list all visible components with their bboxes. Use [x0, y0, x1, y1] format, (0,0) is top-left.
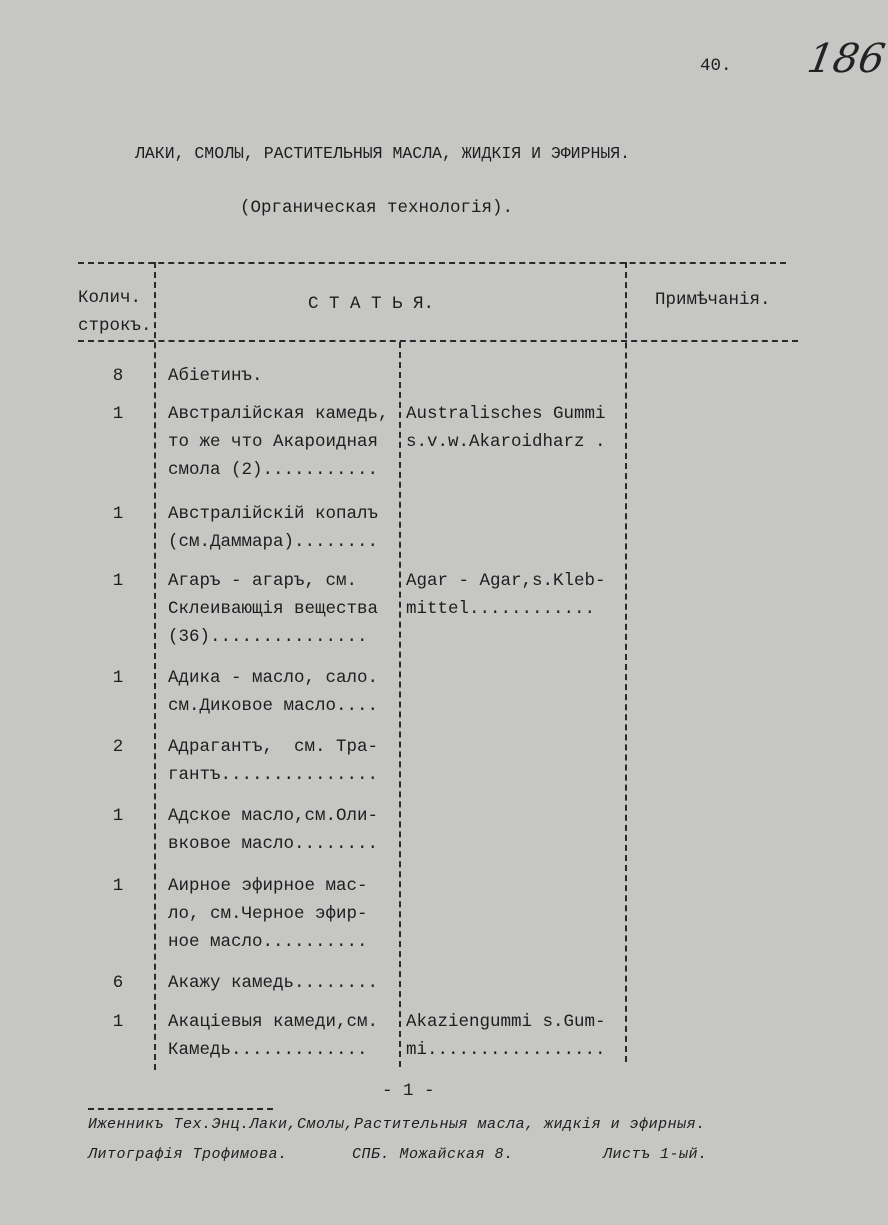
row-article-line: вковое масло........: [168, 834, 379, 854]
row-qty: 1: [112, 404, 124, 424]
header-qty-line1: Колич.: [78, 288, 142, 308]
header-notes: Примѣчанія.: [655, 290, 771, 310]
row-article-line: Австралійская камедь,: [168, 404, 389, 424]
qty-column-divider: [154, 262, 156, 1070]
header-article: С Т А Т Ь Я.: [308, 294, 435, 314]
row-article-line: Абіетинъ.: [168, 366, 263, 386]
row-qty: 1: [112, 1012, 124, 1032]
row-german-line: mittel............: [406, 599, 596, 619]
row-qty: 8: [112, 366, 124, 386]
row-article-line: (см.Даммара)........: [168, 532, 379, 552]
row-article-line: Акажу камедь........: [168, 973, 379, 993]
row-qty: 1: [112, 806, 124, 826]
row-qty: 1: [112, 668, 124, 688]
row-article-line: Камедь.............: [168, 1040, 368, 1060]
row-article-line: (36)...............: [168, 627, 368, 647]
row-qty: 6: [112, 973, 124, 993]
row-qty: 2: [112, 737, 124, 757]
header-qty: [78, 284, 152, 340]
row-german-line: mi.................: [406, 1040, 606, 1060]
row-article-line: Склеивающія вещества: [168, 599, 379, 619]
row-article-line: Адское масло,см.Оли-: [168, 806, 379, 826]
row-article-line: см.Диковое масло....: [168, 696, 379, 716]
row-qty: 1: [112, 504, 124, 524]
row-article-line: Акаціевыя камеди,см.: [168, 1012, 379, 1032]
row-german-line: Akaziengummi s.Gum-: [406, 1012, 606, 1032]
row-article-line: то же что Акароидная: [168, 432, 379, 452]
row-german-line: s.v.w.Akaroidharz .: [406, 432, 606, 452]
row-article-line: Адрагантъ, см. Тра-: [168, 737, 379, 757]
row-article-line: смола (2)...........: [168, 460, 379, 480]
row-qty: 1: [112, 876, 124, 896]
table-top-rule: [78, 262, 786, 264]
page-subtitle: (Органическая технологія).: [240, 198, 514, 218]
row-article-line: Агаръ - агаръ, см.: [168, 571, 358, 591]
page-title: ЛАКИ, СМОЛЫ, РАСТИТЕЛЬНЫЯ МАСЛА, ЖИДКІЯ И ЭФИРНЫЯ.: [135, 144, 631, 163]
row-article-line: ное масло..........: [168, 932, 368, 952]
header-qty-line2: строкъ.: [78, 316, 152, 336]
footer-rule: [88, 1108, 273, 1110]
article-german-divider: [399, 342, 401, 1067]
row-article-line: ло, см.Черное эфир-: [168, 904, 368, 924]
footer-line1: Иженникъ Тех.Энц.Лаки,Смолы,Растительныя масла, жидкія и эфирныя.: [88, 1116, 706, 1133]
footer-sheet: Листъ 1-ый.: [603, 1146, 708, 1163]
handwritten-archive-number: 186: [803, 36, 888, 82]
row-qty: 1: [112, 571, 124, 591]
page-number: 40.: [700, 56, 732, 76]
row-german-line: Australisches Gummi: [406, 404, 606, 424]
footer-lithography: Литографія Трофимова.: [88, 1146, 288, 1163]
row-article-line: Австралійскій копалъ: [168, 504, 379, 524]
notes-column-divider: [625, 262, 627, 1062]
row-article-line: Аирное эфирное мас-: [168, 876, 368, 896]
footer-address: СПБ. Можайская 8.: [352, 1146, 514, 1163]
row-german-line: Agar - Agar,s.Kleb-: [406, 571, 606, 591]
row-article-line: Адика - масло, сало.: [168, 668, 379, 688]
row-article-line: гантъ...............: [168, 765, 379, 785]
table-header-rule: [78, 340, 798, 342]
sheet-number: - 1 -: [382, 1081, 435, 1101]
